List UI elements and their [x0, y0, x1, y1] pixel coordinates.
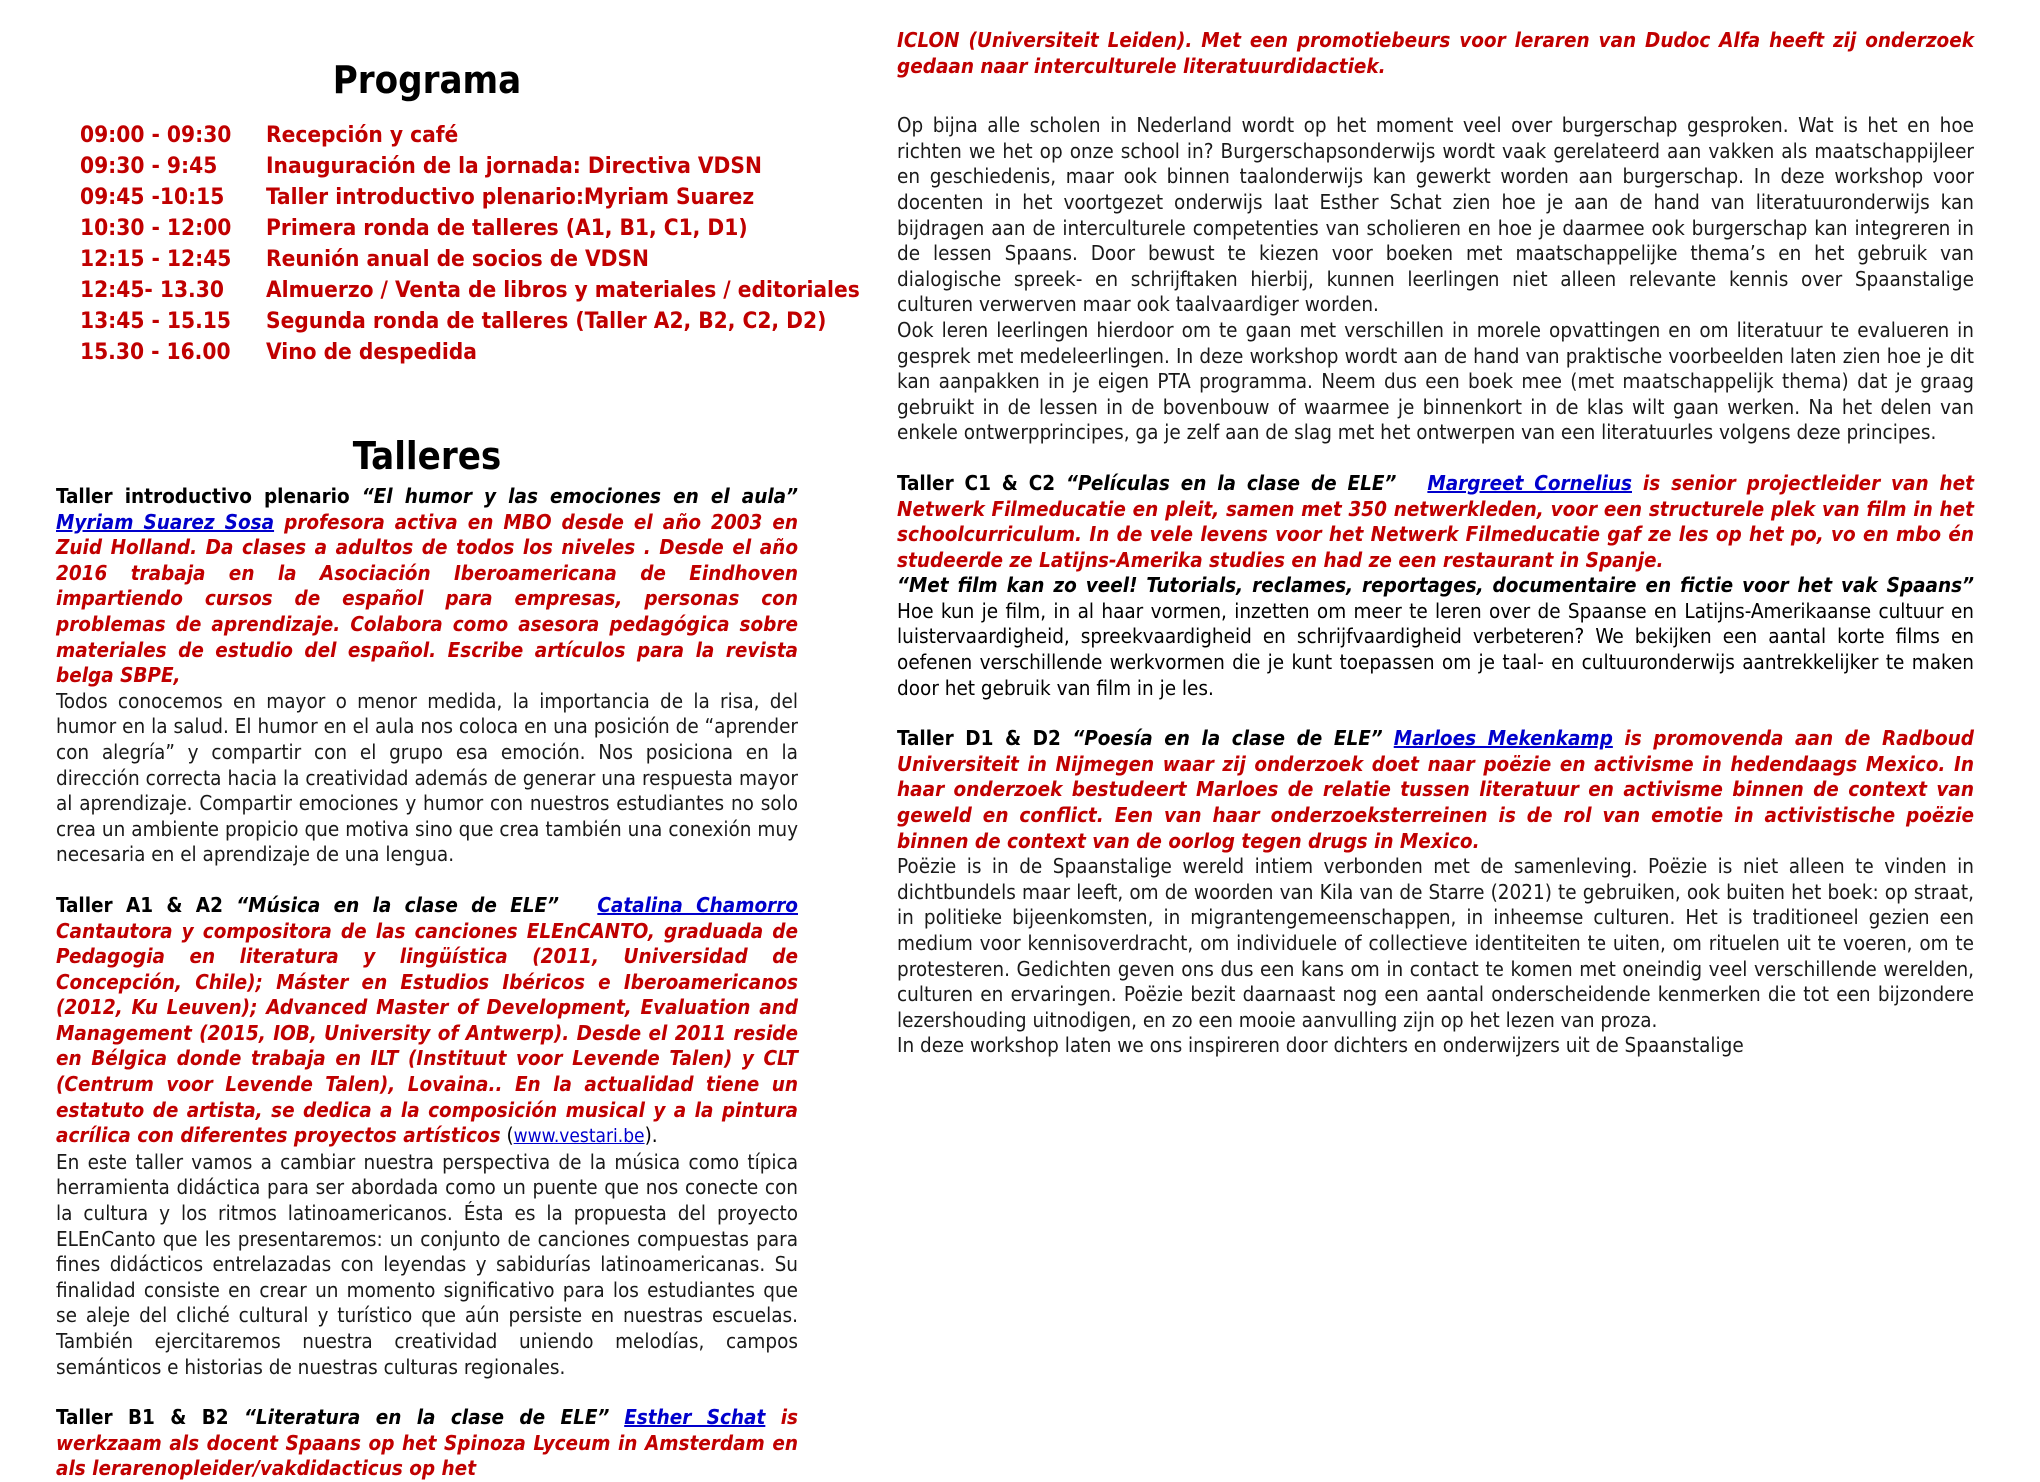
programme-activity: Segunda ronda de talleres (Taller A2, B2, C2, D2) [266, 308, 827, 334]
workshop-intro-bio: profesora activa en MBO desde el año 2003 en Zuid Holland. Da clases a adultos de todos los niveles . Desde el año 2016 trabaja en la Asociación Iberoamericana de Eindhoven impartiendo cursos de español para empresas, personas con problemas de aprendizaje. Colabora como asesora pedagógica sobre materiales de estudio del español. Escribe artículos para la revista belga SBPE, [56, 509, 798, 688]
workshop-c [897, 471, 1974, 573]
workshop-d-bio: is promovenda aan de Radboud Universiteit in Nijmegen waar zij onderzoek doet naar poëzie en activisme in hedendaags Mexico. In haar onderzoek bestudeert Marloes de relatie tussen literatuur en activisme binnen de context van geweld en conflict. Een van haar onderzoeksterreinen is de rol van emotie in activistische poëzie binnen de context van de oorlog tegen drugs in Mexico. [897, 726, 1975, 853]
workshop-a-lead: Taller A1 & A2 [56, 892, 237, 917]
workshop-a-body: En este taller vamos a cambiar nuestra perspectiva de la música como típica herramienta didáctica para ser abordada como un puente que nos conecte con la cultura y los ritmos latinoamericanos. Ésta es la propuesta del proyecto ELEnCanto que les presentaremos: un conjunto de canciones compuestas para fines didácticos entrelazadas con leyendas y sabidurías latinoamericanas. Su finalidad consiste en crear un momento significativo para los estudiantes que se aleje del cliché cultural y turístico que aún persiste en nuestras escuelas. También ejercitaremos nuestra creatividad uniendo melodías, campos semánticos e historias de nuestras culturas regionales. [56, 1149, 798, 1379]
programme-time: 09:45 -10:15 [80, 184, 225, 210]
workshop-a-bio: Cantautora y compositora de las canciones ELEnCANTO, graduada de Pedagogia en literatura y lingüística (2011, Universidad de Concepción, Chile); Máster en Estudios Ibéricos e Iberoamericanos (2012, Ku Leuven); Advanced Master of Development, Evaluation and Management (2015, IOB, University of Antwerp). Desde el 2011 reside en Bélgica donde trabaja en ILT (Instituut voor Levende Talen) y CLT (Centrum voor Levende Talen), Lovaina.. En la actualidad tiene un estatuto de artista, se dedica a la composición musical y a la pintura acrílica con diferentes proyectos artísticos [56, 918, 798, 1148]
close-paren: ). [644, 1123, 658, 1148]
programme-time: 09:30 - 9:45 [80, 153, 218, 179]
left-column [36, 28, 860, 1481]
presenter-link-margreet-cornelius[interactable]: Margreet Cornelius [1427, 470, 1632, 495]
programme-activity: Inauguración de la jornada: Directiva VDSN [266, 153, 762, 179]
presenter-link-marloes-mekenkamp[interactable]: Marloes Mekenkamp [1393, 726, 1613, 751]
programme-row [56, 306, 827, 337]
workshop-d-title: “Poesía en la clase de ELE” [1072, 726, 1383, 751]
paragraph-spacer [56, 1380, 798, 1405]
programme-row [56, 213, 798, 244]
paragraph-spacer [897, 701, 1974, 726]
programme-activity: Vino de despedida [266, 339, 477, 365]
workshop-c-title: “Películas en la clase de ELE” [1066, 470, 1397, 495]
paragraph-spacer [897, 446, 1974, 471]
programme-row [56, 182, 798, 213]
programme-list [56, 120, 860, 368]
workshop-c-quote-block [897, 573, 1974, 701]
programme-time: 15.30 - 16.00 [80, 339, 231, 365]
workshop-c-body: Hoe kun je film, in al haar vormen, inzetten om meer te leren over de Spaanse en Latijns-Amerikaanse cultuur en luistervaardigheid, spreekvaardigheid en schrijfvaardigheid verbeteren? We bekijken een aantal korte films en oefenen verschillende werkvormen die je kunt toepassen om je taal- en cultuuronderwijs aantrekkelijker te maken door het gebruik van film in je les. [897, 598, 1974, 700]
programme-time: 10:30 - 12:00 [80, 215, 232, 241]
right-column [865, 28, 2004, 1442]
workshop-a [56, 893, 798, 1150]
open-paren: ( [500, 1123, 514, 1148]
workshop-intro-lead: Taller introductivo plenario [56, 484, 362, 508]
programme-row [56, 151, 798, 182]
workshop-d-body-2: In deze workshop laten we ons inspireren door dichters en onderwijzers uit de Spaanstalige [897, 1033, 1744, 1058]
workshop-b-body-1: Op bijna alle scholen in Nederland wordt op het moment veel over burgerschap gesproken. Wat is het en hoe richten we het op onze school in? Burgerschapsonderwijs wordt vaak gerelateerd aan vakken als maatschappijleer en geschiedenis, maar ook binnen taalonderwijs kan gewerkt worden aan burgerschap. In deze workshop voor docenten in het voortgezet onderwijs laat Esther Schat zien hoe je aan de hand van literatuuronderwijs kan bijdragen aan de interculturele competenties van scholieren en hoe je daarmee ook burgerschap kan integreren in de lessen Spaans. Door bewust te kiezen voor boeken met maatschappelijke thema’s en het gebruik van dialogische spreek- en schrijftaken hierbij, kunnen leerlingen niet alleen relevante kennis over Spaanstalige culturen verwerven maar ook taalvaardiger worden. [897, 113, 1974, 317]
vestari-url-link[interactable]: www.vestari.be [513, 1125, 645, 1148]
paragraph-spacer [56, 868, 798, 893]
programme-time: 12:45- 13.30 [80, 277, 224, 303]
workshop-intro-body: Todos conocemos en mayor o menor medida, la importancia de la risa, del humor en la salud. El humor en el aula nos coloca en una posición de “aprender con alegría” y compartir con el grupo esa emoción. Nos posiciona en la dirección correcta hacia la creatividad además de generar una respuesta mayor al aprendizaje. Compartir emociones y humor con nuestros estudiantes no solo crea un ambiente propicio que motiva sino que crea también una conexión muy necesaria en el aprendizaje de una lengua. [56, 688, 798, 867]
workshop-b-title: “Literatura en la clase de ELE” [244, 1405, 610, 1430]
workshop-b-body-2: Ook leren leerlingen hierdoor om te gaan met verschillen in morele opvattingen en om literatuur te evalueren in gesprek met medeleerlingen. In deze workshop wordt aan de hand van praktische voorbeelden laten zien hoe je dit kan aanpakken in je eigen PTA programma. Neem dus een boek mee (met maatschappelijk thema) dat je graag gebruikt in de lessen in de bovenbouw of waarmee je binnenkort in de klas wilt gaan werken. Na het delen van enkele ontwerpprincipes, ga je zelf aan de slag met het ontwerpen van een literatuurles volgens deze principes. [897, 317, 1974, 445]
workshop-c-quote: “Met film kan zo veel! Tutorials, reclames, reportages, documentaire en fictie voor het vak Spaans” [897, 573, 1974, 598]
programme-activity: Reunión anual de socios de VDSN [266, 246, 649, 272]
workshop-intro [56, 484, 798, 689]
workshop-c-lead: Taller C1 & C2 [897, 470, 1067, 495]
page-title-programa: Programa [332, 58, 522, 102]
programme-time: 13:45 - 15.15 [80, 308, 231, 334]
column-gap [816, 28, 865, 1442]
workshop-d-lead: Taller D1 & D2 [897, 726, 1073, 751]
programme-activity: Almuerzo / Venta de libros y materiales / editoriales [266, 277, 860, 303]
workshop-c-bio: is senior projectleider van het Netwerk Filmeducatie en pleit, samen met 350 netwerkleden, voor een structurele plek van film in het schoolcurriculum. In de vele levens voor het Netwerk Filmeducatie gaf ze les op het po, vo en mbo én studeerde ze Latijns-Amerika studies en had ze een restaurant in Spanje. [897, 470, 1975, 572]
presenter-link-catalina-chamorro[interactable]: Catalina Chamorro [597, 892, 798, 917]
workshop-b [56, 1405, 798, 1482]
workshop-intro-title: “El humor y las emociones en el aula” [361, 484, 798, 508]
programme-row [56, 244, 798, 275]
presenter-link-myriam-suarez[interactable]: Myriam Suarez Sosa [56, 509, 275, 534]
workshop-b-bio: is werkzaam als docent Spaans op het Spinoza Lyceum in Amsterdam en als lerarenopleider/vakdidacticus op het [56, 1405, 799, 1481]
presenter-link-esther-schat[interactable]: Esther Schat [624, 1405, 766, 1430]
workshop-a-title: “Música en la clase de ELE” [236, 892, 560, 917]
programme-activity: Primera ronda de talleres (A1, B1, C1, D1) [266, 215, 748, 241]
workshop-d-body-1: Poëzie is in de Spaanstalige wereld intiem verbonden met de samenleving. Poëzie is niet alleen te vinden in dichtbundels maar leeft, om de woorden van Kila van de Starre (2021) te gebruiken, ook buiten het boek: op straat, in politieke bijeenkomsten, in migrantengemeenschappen, in inheemse culturen. Het is traditioneel gezien een medium voor kennisoverdracht, om individuele of collectieve identiteiten te uiten, om rituelen uit te voeren, om te protesteren. Gedichten geven ons dus een kans om in contact te komen met oneindig veel verschillende werelden, culturen en ervaringen. Poëzie bezit daarnaast nog een aantal onderscheidende kenmerken die tot een bijzondere lezershouding uitnodigen, en zo een mooie aanvulling zijn op het lezen van proza. [897, 854, 1974, 1032]
workshop-b-lead: Taller B1 & B2 [56, 1405, 244, 1430]
programme-row [56, 275, 860, 306]
programme-time: 09:00 - 09:30 [80, 122, 232, 148]
paragraph-spacer [897, 79, 1974, 113]
programme-row [56, 337, 798, 368]
programme-activity: Recepción y café [266, 122, 459, 148]
programme-activity: Taller introductivo plenario:Myriam Suarez [266, 184, 755, 210]
continued-bio: ICLON (Universiteit Leiden). Met een promotiebeurs voor leraren van Dudoc Alfa heeft zij onderzoek gedaan naar interculturele literatuurdidactiek. [897, 28, 1974, 78]
workshop-d [897, 726, 1974, 854]
page-title-talleres: Talleres [352, 434, 502, 478]
programme-time: 12:15 - 12:45 [80, 246, 232, 272]
programme-row [56, 120, 798, 151]
